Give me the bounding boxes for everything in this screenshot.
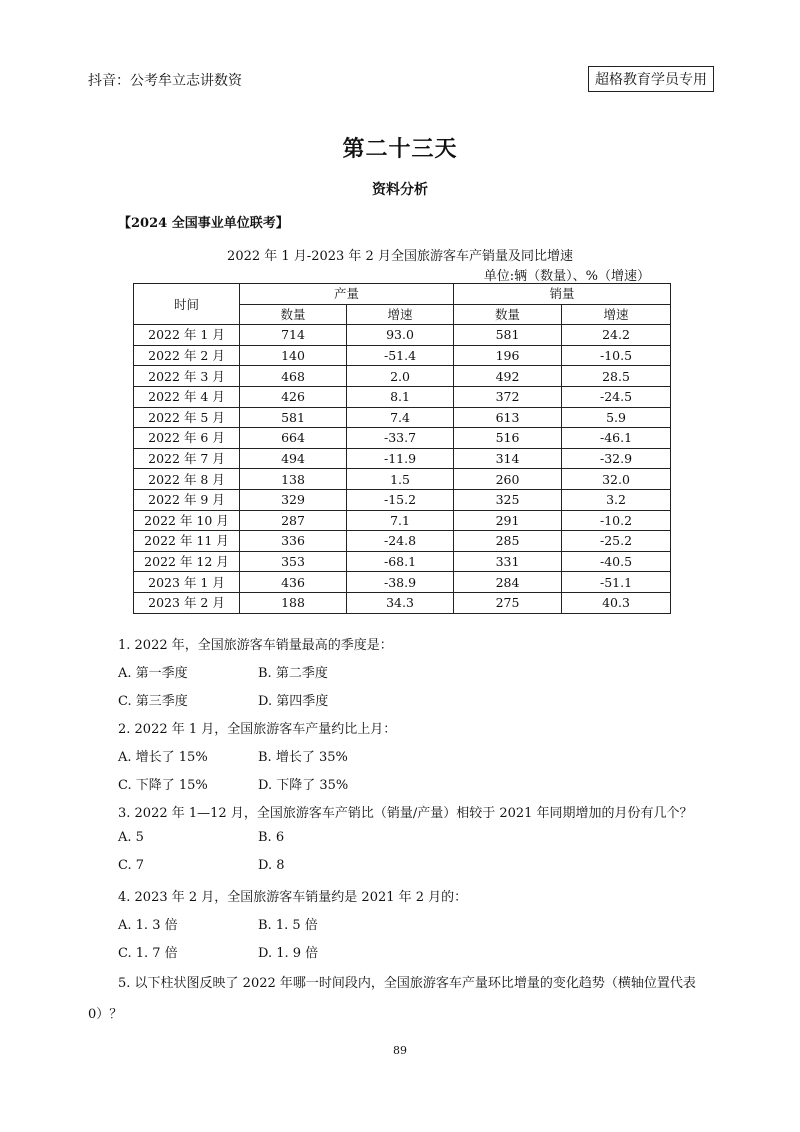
question-1-option-b: B. 第二季度: [258, 666, 328, 681]
table-title: 2022 年 1 月-2023 年 2 月全国旅游客车产销量及同比增速: [227, 249, 573, 264]
question-4-option-d: D. 1. 9 倍: [258, 946, 319, 961]
cell-month: 2022 年 1 月: [134, 325, 240, 346]
question-1-option-a: A. 第一季度: [118, 666, 188, 681]
cell-p-growth: -11.9: [347, 448, 454, 469]
table-row: [134, 407, 671, 428]
header-time: 时间: [134, 284, 240, 325]
cell-p-growth: 34.3: [347, 592, 454, 613]
cell-s-growth: -10.5: [562, 345, 671, 366]
table-row: [134, 448, 671, 469]
cell-p-qty: 138: [240, 469, 347, 490]
question-1-option-d: D. 第四季度: [258, 694, 329, 709]
cell-s-growth: 3.2: [562, 489, 671, 510]
cell-p-qty: 714: [240, 325, 347, 346]
question-3-option-a: A. 5: [118, 830, 144, 845]
subheader-sales-growth: 增速: [562, 304, 671, 325]
question-4-stem: 4. 2023 年 2 月，全国旅游客车销量约是 2021 年 2 月的：: [118, 890, 468, 905]
cell-p-qty: 329: [240, 489, 347, 510]
cell-s-qty: 325: [454, 489, 562, 510]
cell-month: 2022 年 7 月: [134, 448, 240, 469]
header-left-text: 抖音：公考牟立志讲数资: [88, 73, 242, 89]
header-badge: 超格教育学员专用: [588, 66, 714, 92]
cell-p-growth: 7.4: [347, 407, 454, 428]
cell-p-growth: 2.0: [347, 366, 454, 387]
cell-s-qty: 314: [454, 448, 562, 469]
header-production: 产量: [240, 284, 454, 305]
exam-source: 【2024 全国事业单位联考】: [118, 216, 289, 231]
table-row: [134, 345, 671, 366]
cell-s-growth: -40.5: [562, 551, 671, 572]
cell-p-growth: -24.8: [347, 531, 454, 552]
cell-s-qty: 581: [454, 325, 562, 346]
cell-s-growth: 5.9: [562, 407, 671, 428]
question-5-stem-line2: 0）？: [88, 1007, 123, 1022]
cell-s-growth: -10.2: [562, 510, 671, 531]
cell-month: 2022 年 10 月: [134, 510, 240, 531]
table-row: [134, 551, 671, 572]
cell-month: 2023 年 2 月: [134, 592, 240, 613]
page-title: 第二十三天: [342, 136, 458, 162]
cell-month: 2022 年 6 月: [134, 428, 240, 449]
cell-month: 2022 年 3 月: [134, 366, 240, 387]
cell-s-qty: 331: [454, 551, 562, 572]
cell-p-qty: 436: [240, 572, 347, 593]
cell-s-qty: 492: [454, 366, 562, 387]
table-unit: 单位:辆（数量）、%（增速）: [483, 269, 650, 284]
cell-s-qty: 613: [454, 407, 562, 428]
cell-s-qty: 291: [454, 510, 562, 531]
table-header-row: [134, 284, 671, 305]
cell-p-growth: 93.0: [347, 325, 454, 346]
question-4-option-b: B. 1. 5 倍: [258, 918, 318, 933]
cell-s-growth: -24.5: [562, 386, 671, 407]
question-4-option-c: C. 1. 7 倍: [118, 946, 178, 961]
cell-p-qty: 494: [240, 448, 347, 469]
cell-month: 2022 年 5 月: [134, 407, 240, 428]
subheader-sales-qty: 数量: [454, 304, 562, 325]
question-1-stem: 1. 2022 年，全国旅游客车销量最高的季度是：: [118, 638, 393, 653]
question-2-option-d: D. 下降了 35%: [258, 778, 349, 793]
cell-p-growth: -51.4: [347, 345, 454, 366]
cell-p-qty: 287: [240, 510, 347, 531]
cell-s-qty: 284: [454, 572, 562, 593]
question-3-option-d: D. 8: [258, 858, 285, 873]
cell-s-growth: -32.9: [562, 448, 671, 469]
question-2-option-b: B. 增长了 35%: [258, 750, 348, 765]
question-2-option-c: C. 下降了 15%: [118, 778, 208, 793]
cell-month: 2022 年 8 月: [134, 469, 240, 490]
cell-p-qty: 336: [240, 531, 347, 552]
cell-p-qty: 140: [240, 345, 347, 366]
cell-s-qty: 285: [454, 531, 562, 552]
cell-p-growth: 1.5: [347, 469, 454, 490]
cell-s-qty: 196: [454, 345, 562, 366]
cell-s-qty: 260: [454, 469, 562, 490]
question-3-option-c: C. 7: [118, 858, 145, 873]
cell-month: 2022 年 2 月: [134, 345, 240, 366]
cell-p-growth: -15.2: [347, 489, 454, 510]
cell-month: 2023 年 1 月: [134, 572, 240, 593]
cell-p-qty: 468: [240, 366, 347, 387]
table-row: [134, 366, 671, 387]
question-4-option-a: A. 1. 3 倍: [118, 918, 178, 933]
cell-s-growth: 24.2: [562, 325, 671, 346]
cell-month: 2022 年 12 月: [134, 551, 240, 572]
cell-s-qty: 275: [454, 592, 562, 613]
table-row: [134, 469, 671, 490]
question-3-option-b: B. 6: [258, 830, 285, 845]
question-3-stem: 3. 2022 年 1—12 月，全国旅游客车产销比（销量/产量）相较于 2021 年同期增加的月份有几个？: [118, 806, 693, 821]
header-sales: 销量: [454, 284, 671, 305]
cell-s-growth: 40.3: [562, 592, 671, 613]
question-5-stem-line1: 5. 以下柱状图反映了 2022 年哪一时间段内，全国旅游客车产量环比增量的变化趋势（横轴位置代表: [118, 976, 696, 991]
cell-p-qty: 353: [240, 551, 347, 572]
cell-p-growth: -38.9: [347, 572, 454, 593]
cell-p-qty: 188: [240, 592, 347, 613]
table-row: [134, 325, 671, 346]
cell-s-qty: 516: [454, 428, 562, 449]
cell-p-growth: 8.1: [347, 386, 454, 407]
question-2-stem: 2. 2022 年 1 月，全国旅游客车产量约比上月：: [118, 722, 397, 737]
cell-p-growth: -68.1: [347, 551, 454, 572]
section-subtitle: 资料分析: [372, 182, 428, 198]
cell-s-growth: 28.5: [562, 366, 671, 387]
cell-month: 2022 年 11 月: [134, 531, 240, 552]
cell-p-qty: 581: [240, 407, 347, 428]
question-1-option-c: C. 第三季度: [118, 694, 188, 709]
question-2-option-a: A. 增长了 15%: [118, 750, 208, 765]
data-table: [133, 283, 671, 614]
table-row: [134, 489, 671, 510]
table-row: [134, 592, 671, 613]
table-row: [134, 531, 671, 552]
cell-s-qty: 372: [454, 386, 562, 407]
cell-p-growth: -33.7: [347, 428, 454, 449]
page-number: 89: [393, 1044, 407, 1057]
cell-p-growth: 7.1: [347, 510, 454, 531]
cell-s-growth: -51.1: [562, 572, 671, 593]
cell-s-growth: -25.2: [562, 531, 671, 552]
cell-s-growth: -46.1: [562, 428, 671, 449]
table-row: [134, 386, 671, 407]
subheader-production-growth: 增速: [347, 304, 454, 325]
subheader-production-qty: 数量: [240, 304, 347, 325]
cell-month: 2022 年 9 月: [134, 489, 240, 510]
cell-p-qty: 664: [240, 428, 347, 449]
table-row: [134, 428, 671, 449]
cell-month: 2022 年 4 月: [134, 386, 240, 407]
cell-p-qty: 426: [240, 386, 347, 407]
table-row: [134, 572, 671, 593]
table-row: [134, 510, 671, 531]
cell-s-growth: 32.0: [562, 469, 671, 490]
